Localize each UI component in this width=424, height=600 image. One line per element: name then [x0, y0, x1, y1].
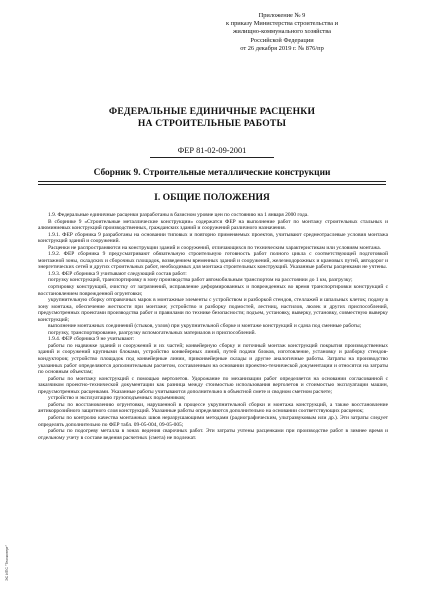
body-paragraph: работы по монтажу конструкций с помощью вертолетов. Удорожание по механизации работ определяется на основании согласованной с заказчиком проектно-технической документации как разница между стоимостью использования вертолетов и стоимостью эксплуатации машин, предусмотренных расценками. Указанные работы учитываются дополнительно в объектной смете и сводном сметном расчете;: [38, 375, 388, 395]
document-title-line-2: НА СТРОИТЕЛЬНЫЕ РАБОТЫ: [137, 118, 287, 129]
body-paragraph: 1.9.1. ФЕР сборника 9 разработаны на основании типовых и повторно применяемых проектов, учитывают среднеотраслевые условия монтажа конструкций зданий и сооружений.: [38, 231, 388, 245]
body-paragraph: Расценки не распространяются на конструкции зданий и сооружений, отличающихся по техническим характеристикам или условиям монтажа.: [48, 244, 382, 251]
section-heading: I. ОБЩИЕ ПОЛОЖЕНИЯ: [154, 192, 270, 203]
body-paragraph: 1.9. Федеральные единичные расценки разработаны в базисном уровне цен по состоянию на 1 января 2000 года.: [48, 212, 309, 218]
appendix-line: от 26 декабря 2019 г. № 876/пр: [240, 44, 324, 52]
side-watermark: [3, 536, 11, 596]
body-paragraph: 1.9.4. ФЕР сборника 9 не учитывают:: [48, 336, 135, 343]
divider-line: [38, 184, 386, 185]
appendix-line: Российской Федерации: [250, 36, 314, 44]
document-body: [38, 212, 388, 441]
appendix-line: Приложение № 9: [258, 12, 306, 19]
appendix-line: жилищно-коммунального хозяйства: [233, 28, 331, 36]
body-paragraph: сортировку конструкций, очистку от загрязнений, исправление деформированных и поврежденных во время транспортировки конструкций с восстановлением поврежденной огрунтовки;: [38, 284, 388, 297]
body-paragraph: работы по восстановлению огрунтовки, нарушенной в процессе укрупнительной сборки и монтажа конструкций, а также восстановление антикоррозийного защитного слоя конструкций. Указанные работы определяются дополнительно на основании соответствующих расценок;: [38, 401, 388, 415]
body-paragraph: работы по контролю качества монтажных швов неразрушающими методами (радиографическим, ультразвуковым или др.). Эти затраты следует определять дополнительно по ФЕР табл. 09-05-004, 09-05-005;: [38, 414, 388, 428]
collection-title: Сборник 9. Строительные металлические конструкции: [93, 168, 331, 178]
body-paragraph: погрузку, транспортирование, разгрузку вспомогательных материалов и приспособлений.: [48, 329, 256, 336]
document-code: ФЕР 81-02-09-2001: [150, 146, 274, 158]
divider-line: [38, 181, 386, 182]
body-paragraph: работы по надвижке зданий и сооружений и их частей; конвейерную сборку и поточный монтаж конструкций покрытия производственных зданий и сооружений крупными блоками, устройство конвейерных линий, путей подачи блоков, изготовление, установку и разборку стендов-кондукторов; устройство площадок под конвейерные линии, приконвейерные склады и другие аналогичные работы. Затраты на производство указанных работ определяются дополнительным расчетом, составленным на основании проектно-технической документации и относятся на затраты по основным объектам;: [38, 342, 388, 376]
appendix-header: [162, 12, 402, 53]
body-paragraph: 1.9.3. ФЕР сборника 9 учитывают следующий состав работ:: [48, 270, 187, 277]
body-paragraph: В сборнике 9 «Строительные металлические конструкции» содержатся ФЕР на выполнение работ по монтажу строительных стальных и алюминиевых конструкций производственных, гражданских зданий и сооружений различного назначения.: [38, 218, 388, 232]
body-paragraph: укрупнительную сборку отправочных марок в монтажные элементы с устройством и разборкой стендов, стеллажей и шпальных клеток; подачу в зону монтажа, обеспечение жесткости при монтаже; устройство и разборку подмостей, лестниц, настилов, люлек и других приспособлений, предусмотренных проектами производства работ и правилами по технике безопасности; подъем, установку, выверку, установку, совместную выверку конструкций;: [38, 297, 388, 323]
body-paragraph: выполнение монтажных соединений (стыков, узлов) при укрупнительной сборке и монтаже конструкций и сдача под сменные работы;: [48, 323, 362, 330]
body-paragraph: работы по подогреву металла в зонах ведения сварочных работ. Эти затраты учтены расценками при производстве работ в зимнее время и отдельному учету в составе ведения расчетных (смета) не подлежат.: [38, 428, 388, 441]
body-paragraph: устройство и эксплуатацию грузоподъемных подъемников;: [48, 395, 186, 402]
document-title-line-1: ФЕДЕРАЛЬНЫЕ ЕДИНИЧНЫЕ РАСЦЕНКИ: [108, 106, 316, 117]
appendix-line: к приказу Министерства строительства и: [225, 20, 339, 28]
body-paragraph: погрузку конструкций, транспортировку в зону производства работ автомобильным транспортом на расстоянии до 1 км, разгрузку;: [48, 277, 353, 284]
body-paragraph: 1.9.2. ФЕР сборника 9 предусматривают обязательную строительную готовность работ полного цикла с соответствующей подготовкой монтажной зоны, складских и сборочных площадок, возведением временных зданий и сооружений, железнодорожных и крановых путей, автодорог и энергетических сетей и других строительных работ, необходимых для монтажа строительных конструкций. Указанные работы расценками не учтены.: [38, 251, 388, 271]
side-watermark-text: ЭС ИПС "Техэксперт": [5, 545, 9, 581]
